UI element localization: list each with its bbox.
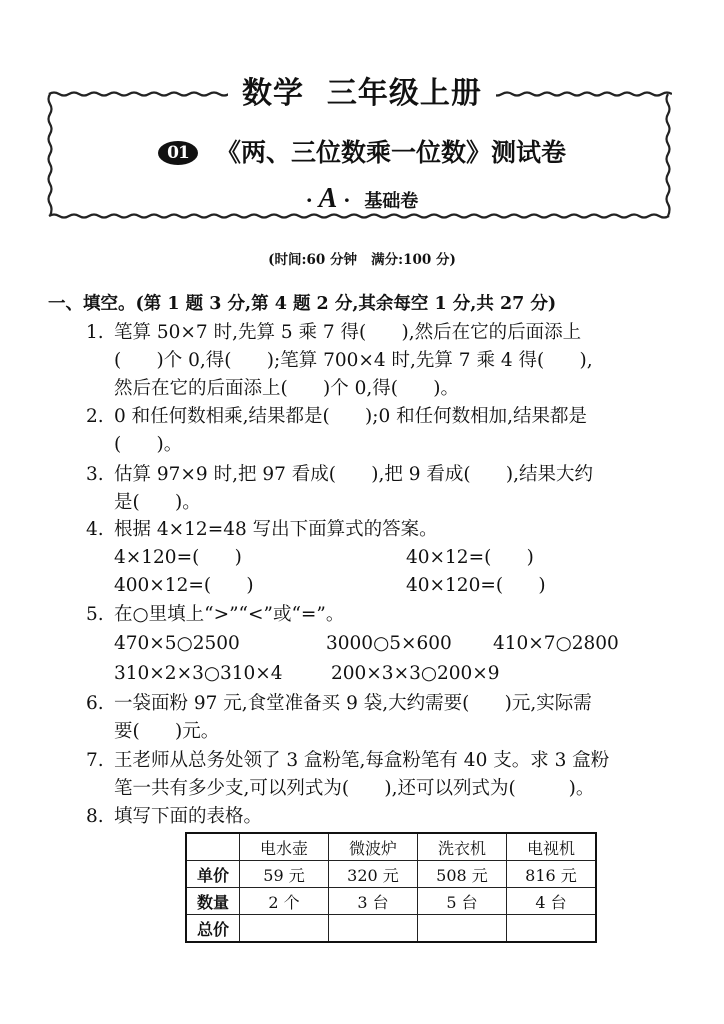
- calc-item: 4×120=( ): [114, 547, 242, 568]
- calc-item: 40×120=( ): [406, 575, 546, 596]
- question-number: 6.: [86, 693, 104, 714]
- price-table: [185, 832, 597, 943]
- table-cell: 320 元: [329, 861, 418, 888]
- question-line: 笔一共有多少支,可以列式为( ),还可以列式为( )。: [114, 778, 595, 799]
- compare-item: 470×5○2500: [114, 633, 240, 654]
- table-row: [186, 888, 596, 915]
- dot-left: ·: [305, 188, 313, 212]
- compare-item: 410×7○2800: [493, 633, 619, 654]
- answer-cell[interactable]: [418, 915, 507, 943]
- table-row: [186, 915, 596, 943]
- level-label: [0, 183, 724, 215]
- question-line: 在○里填上“>”“<”或“=”。: [114, 604, 345, 625]
- question-number: 5.: [86, 604, 104, 625]
- test-subtitle: [0, 133, 724, 169]
- question-number: 7.: [86, 750, 104, 771]
- table-header-cell: 微波炉: [329, 833, 418, 861]
- question-number: 2.: [86, 406, 104, 427]
- level-name: 基础卷: [364, 191, 419, 212]
- table-cell: 2 个: [240, 888, 329, 915]
- table-cell: 3 台: [329, 888, 418, 915]
- answer-cell[interactable]: [329, 915, 418, 943]
- table-header-row: [186, 833, 596, 861]
- table-cell: 508 元: [418, 861, 507, 888]
- question-line: 要( )元。: [114, 721, 220, 742]
- question-number: 1.: [86, 322, 104, 343]
- test-subtitle-text: 《两、三位数乘一位数》测试卷: [215, 138, 566, 167]
- question-line: 是( )。: [114, 492, 201, 513]
- question-line: 王老师从总务处领了 3 盒粉笔,每盒粉笔有 40 支。求 3 盒粉: [114, 750, 610, 771]
- compare-item: 200×3×3○200×9: [331, 663, 500, 684]
- question-line: ( )。: [114, 434, 183, 455]
- table-cell: 59 元: [240, 861, 329, 888]
- table-cell: 4 台: [507, 888, 597, 915]
- question-number: 4.: [86, 519, 104, 540]
- question-number: 8.: [86, 806, 104, 827]
- row-label: 数量: [186, 888, 240, 915]
- compare-item: 3000○5×600: [326, 633, 452, 654]
- section-heading-fill-blank: 一、填空。(第 1 题 3 分,第 4 题 2 分,其余每空 1 分,共 27 分): [48, 294, 557, 314]
- table-cell: 5 台: [418, 888, 507, 915]
- row-label: 单价: [186, 861, 240, 888]
- question-line: 0 和任何数相乘,结果都是( );0 和任何数相加,结果都是: [114, 406, 588, 427]
- level-letter: A: [318, 183, 338, 214]
- row-label: 总价: [186, 915, 240, 943]
- answer-cell[interactable]: [240, 915, 329, 943]
- table-header-cell: 洗衣机: [418, 833, 507, 861]
- question-line: ( )个 0,得( );笔算 700×4 时,先算 7 乘 4 得( ),: [114, 350, 593, 371]
- question-line: 然后在它的后面添上( )个 0,得( )。: [114, 378, 459, 399]
- table-cell: 816 元: [507, 861, 597, 888]
- table-header-cell: 电视机: [507, 833, 597, 861]
- table-header-cell: 电水壶: [240, 833, 329, 861]
- calc-item: 40×12=( ): [406, 547, 534, 568]
- question-line: 笔算 50×7 时,先算 5 乘 7 得( ),然后在它的后面添上: [114, 322, 582, 343]
- answer-cell[interactable]: [507, 915, 597, 943]
- calc-item: 400×12=( ): [114, 575, 254, 596]
- page-title-text: 数学 三年级上册: [228, 76, 496, 111]
- question-line: 一袋面粉 97 元,食堂准备买 9 袋,大约需要( )元,实际需: [114, 693, 592, 714]
- exam-meta: (时间:60 分钟 满分:100 分): [268, 252, 456, 268]
- dot-right: ·: [343, 188, 351, 212]
- compare-item: 310×2×3○310×4: [114, 663, 283, 684]
- question-number: 3.: [86, 464, 104, 485]
- unit-number-badge: 01: [158, 141, 198, 165]
- table-row: [186, 861, 596, 888]
- table-header-cell: [186, 833, 240, 861]
- question-line: 估算 97×9 时,把 97 看成( ),把 9 看成( ),结果大约: [114, 464, 593, 485]
- question-line: 根据 4×12=48 写出下面算式的答案。: [114, 519, 438, 540]
- question-line: 填写下面的表格。: [114, 806, 263, 827]
